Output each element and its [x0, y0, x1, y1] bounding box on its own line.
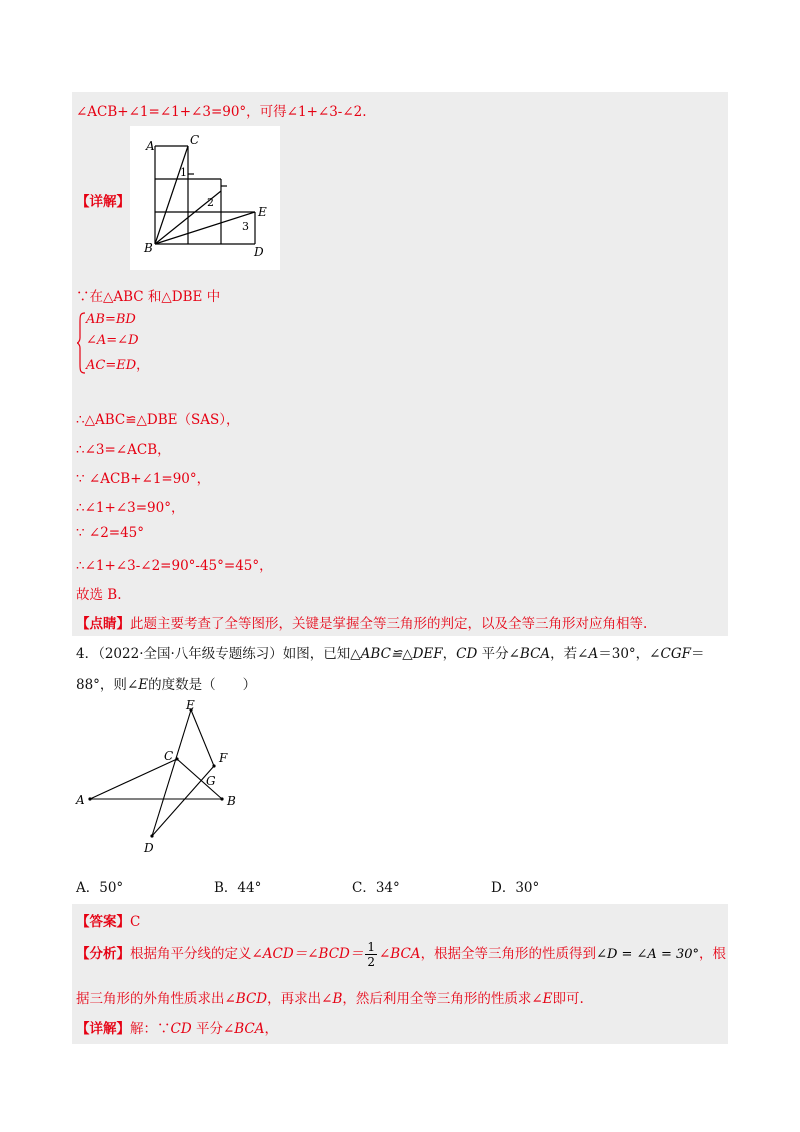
- label-1: 1: [180, 166, 187, 179]
- tri-label-F: F: [219, 751, 228, 765]
- label-A: A: [146, 139, 155, 153]
- analysis-line-1: [76, 934, 726, 975]
- q4-mid1: ，: [442, 646, 457, 662]
- q4-line2-prefix: 88°，则: [76, 677, 127, 693]
- option-d[interactable]: D．30°: [491, 880, 540, 896]
- q4-prefix: 4．（2022·全国·八年级专题练习）如图，已知: [76, 646, 351, 662]
- label-D: D: [254, 245, 264, 259]
- step-2: ∴∠3=∠ACB，: [76, 442, 171, 458]
- step-3: ∵ ∠ACB+∠1=90°，: [76, 471, 211, 487]
- q4-congruence: △ABC≌△DEF: [350, 646, 443, 662]
- analysis-c: ，根: [699, 946, 727, 962]
- analysis-2m2: ∠B: [321, 991, 343, 1007]
- equation-system: [76, 312, 216, 374]
- analysis-2m3: ∠E: [531, 991, 553, 1007]
- analysis-2d: 即可.: [552, 991, 584, 1007]
- detail-a: 解：∵: [130, 1021, 171, 1037]
- label-2: 2: [207, 196, 214, 209]
- question-line-1: [76, 642, 704, 662]
- tri-label-E: E: [186, 700, 195, 712]
- analysis-m2: ∠BCA: [379, 946, 421, 962]
- q4-angle-a: ∠A: [577, 646, 599, 662]
- because-line: ∵在△ABC 和△DBE 中: [76, 289, 221, 305]
- system-eq-2: ∠A=∠D: [86, 333, 139, 348]
- detail-line-bottom: [76, 1017, 278, 1037]
- detail-b: 平分: [191, 1021, 223, 1037]
- step-7: 故选 B.: [76, 587, 122, 603]
- detail-m2: ∠BCA: [222, 1021, 265, 1037]
- analysis-a: 根据角平分线的定义: [130, 946, 252, 962]
- system-eq-3: [86, 354, 149, 373]
- system-tail: ，: [136, 358, 150, 373]
- option-b[interactable]: B．44°: [214, 880, 262, 896]
- fraction-half: [365, 940, 377, 969]
- label-3: 3: [242, 220, 249, 233]
- brace-icon: [76, 312, 86, 374]
- grid-figure: [130, 126, 280, 270]
- analysis-2m1: ∠BCD: [224, 991, 268, 1007]
- option-a[interactable]: A．50°: [76, 880, 124, 896]
- analysis-2c: ，然后利用全等三角形的性质求: [342, 991, 532, 1007]
- option-c[interactable]: C．34°: [352, 880, 400, 896]
- tri-label-D: D: [144, 841, 154, 855]
- tri-label-C: C: [164, 749, 174, 763]
- frac-num: 1: [367, 940, 375, 954]
- label-E: E: [258, 205, 267, 219]
- q4-cd: CD: [456, 646, 478, 662]
- analysis-m3: ∠D = ∠A = 30°: [596, 947, 700, 962]
- triangle-figure: [70, 700, 250, 860]
- detail-tag: 【详解】: [76, 194, 130, 210]
- step-5: ∵ ∠2=45°: [76, 525, 145, 541]
- analysis-b: ，根据全等三角形的性质得到: [420, 946, 597, 962]
- answer-tag: 【答案】: [76, 914, 130, 930]
- frac-den: 2: [367, 955, 375, 969]
- q4-angle-e: ∠E: [126, 677, 149, 693]
- question-line-2: [76, 673, 256, 693]
- analysis-line-2: [76, 987, 584, 1007]
- detail-m1: CD: [170, 1021, 192, 1037]
- analysis-m1: ∠ACD＝∠BCD＝: [251, 946, 364, 962]
- detail-tag-bottom: 【详解】: [76, 1021, 130, 1037]
- step-4: ∴∠1+∠3=90°，: [76, 500, 185, 516]
- q4-angle-cgf: ∠CGF: [649, 646, 691, 662]
- label-C: C: [190, 133, 200, 147]
- label-B: B: [144, 241, 153, 255]
- tri-label-B: B: [227, 794, 236, 808]
- system-eq-3-text: AC=ED: [86, 358, 137, 373]
- comment-tag: 【点睛】: [76, 616, 130, 632]
- q4-angle-bca: ∠BCA: [508, 646, 551, 662]
- q4-mid2: 平分: [477, 646, 509, 662]
- tri-label-A: A: [76, 793, 85, 807]
- answer-line: [76, 910, 140, 930]
- comment-text: 此题主要考查了全等图形，关键是掌握全等三角形的判定，以及全等三角形对应角相等.: [130, 616, 648, 632]
- analysis-tag: 【分析】: [76, 946, 130, 962]
- analysis-2a: 据三角形的外角性质求出: [76, 991, 225, 1007]
- q4-mid4: ＝30°，: [598, 646, 650, 662]
- detail-c: ，: [264, 1021, 279, 1037]
- tri-label-G: G: [206, 774, 216, 788]
- analysis-2b: ，再求出: [267, 991, 322, 1007]
- q4-line2-tail: 的度数是（ ）: [148, 677, 257, 693]
- step-1: ∴△ABC≌△DBE（SAS），: [76, 412, 240, 428]
- system-eq-1: AB=BD: [86, 312, 136, 327]
- q4-mid3: ，若: [550, 646, 578, 662]
- q4-tail1: ＝: [690, 646, 705, 662]
- intro-line: ∠ACB+∠1=∠1+∠3=90°，可得∠1+∠3-∠2.: [76, 104, 367, 120]
- step-6: ∴∠1+∠3-∠2=90°-45°=45°，: [76, 558, 273, 574]
- answer-value: C: [130, 914, 141, 930]
- comment-line: [76, 612, 647, 632]
